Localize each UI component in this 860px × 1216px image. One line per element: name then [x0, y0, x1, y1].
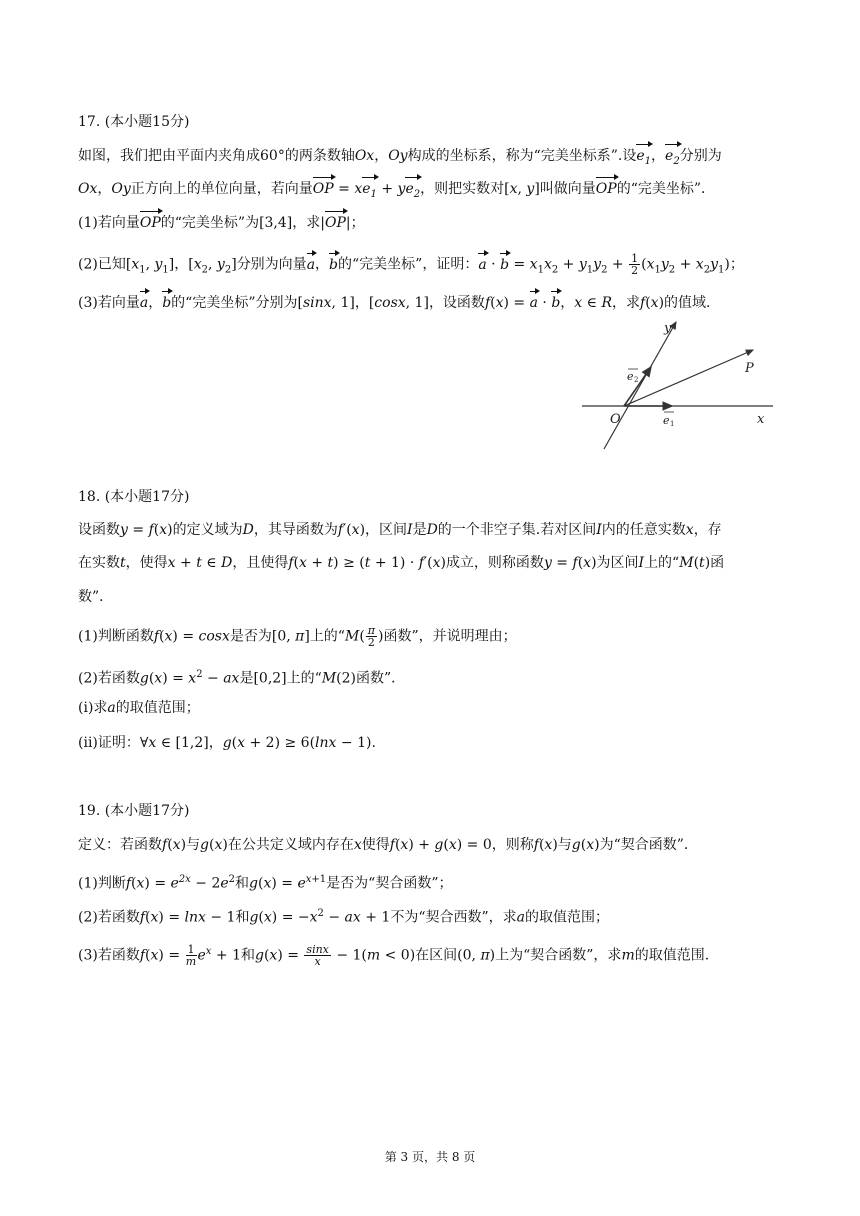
page-footer: 第 3 页，共 8 页 [384, 1150, 476, 1164]
q18-line-1: 设函数y = f(x)的定义域为D，其导函数为f′(x)，区间I是D的一个非空子集.若对区间I内的任意实数x，存 [78, 522, 722, 538]
svg-text:e: e [627, 370, 634, 383]
q18-sub-i: (ⅰ)求a的取值范围； [78, 700, 200, 716]
p-label: P [745, 361, 754, 376]
q18-title: 18. (本小题17分) [78, 489, 190, 505]
svg-text:e: e [663, 414, 670, 427]
q18-part-2: (2)若函数$g(x) = x^2$ − ax是[0,2]上的“M(2)函数”． [78, 669, 406, 687]
q19-part-2: (2)若函数f(x) = lnx − 1和$g(x) = -x^2$ − ax + 1不为“契合西数”，求a的取值范围； [78, 908, 610, 926]
q17-line-1: 如图，我们把由平面内夹角成60°的两条数轴Ox，Oy构成的坐标系，称为“完美坐标系”.设$e_1$，$e_2$分别为 [78, 146, 722, 172]
coordinate-figure [570, 312, 790, 452]
svg-text:2: 2 [634, 376, 639, 384]
q19-title: 19. (本小题17分) [78, 803, 190, 819]
e2-label [627, 369, 638, 384]
q18-line-2: 在实数t，使得x + t ∈ D，且使得f(x + t) ≥ (t + 1) · f′(x)成立，则称函数y = f(x)为区间I上的“M(t)函 [78, 555, 725, 571]
q17-part-2: (2)已知[$x_1$, $y_1$]，[$x_2$, $y_2$]分别为向量a，b的“完美坐标”，证明：$a \cdot b = x_1x_2 + y_1y_2$ + $\frac{1}{2}$ $(x_1y_2 + x_2y_1)$； [78, 252, 744, 277]
y-axis [604, 322, 676, 449]
e1-label [663, 412, 674, 428]
q18-sub-ii: (ⅱ)证明：∀x ∈ [1,2]，g(x + 2) ≥ 6(lnx − 1). [78, 735, 376, 751]
q17-title: 17. (本小题15分) [78, 114, 190, 130]
q18-part-1: (1)判断函数f(x) = cosx是否为[0, π]上的“M( $\frac{\pi}{2}$ )函数”，并说明理由； [78, 624, 517, 649]
q17-line-2: Ox，Oy正方向上的单位向量，若向量OP = $xe_1 + ye_2$，则把实数对[x, y]叫做向量OP的“完美坐标”． [78, 179, 715, 205]
q19-definition: 定义：若函数f(x)与g(x)在公共定义域内存在x使得f(x) + g(x) = 0，则称f(x)与g(x)为“契合函数”． [78, 837, 698, 853]
q17-part-3: (3)若向量a，b的“完美坐标”分别为[sinx, 1]，[cosx, 1]，设函数f(x) = a · b，x ∈ R，求f(x)的值域. [78, 295, 711, 311]
y-label: y [664, 321, 672, 336]
svg-text:1: 1 [670, 420, 675, 428]
q18-line-3: 数”． [78, 589, 114, 605]
q19-part-1: (1)判断$f(x) = e^{2x} - 2e^2$和$g(x) = e^{x+1}$是否为“契合函数”； [78, 874, 453, 892]
q19-part-3: (3)若函数f(x) = $\frac{1}{m}$ $e^x + 1$和g(x) = $\frac{\sin x}{x}$ − 1(m < 0)在区间(0, π)上为“契合函数”，求m的取值范围. [78, 943, 710, 969]
origin-label: O [610, 412, 621, 427]
q17-part-1: (1)若向量OP的“完美坐标”为[3,4]，求|OP|； [78, 215, 365, 231]
x-label: x [757, 412, 765, 427]
